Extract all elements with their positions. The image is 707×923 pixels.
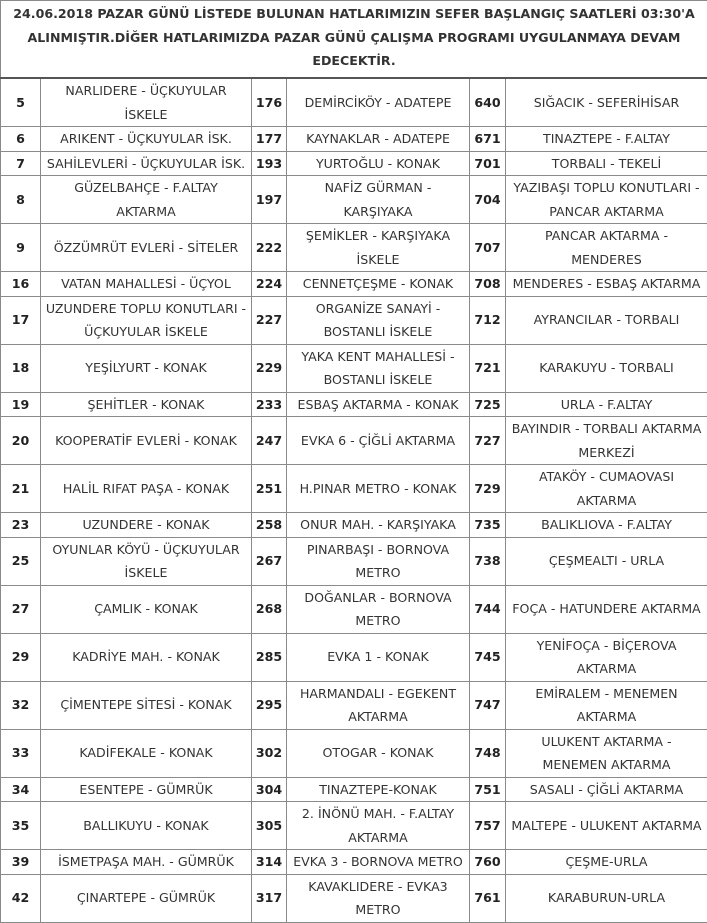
route-name: KARABURUN-URLA xyxy=(506,874,707,922)
route-name: ULUKENT AKTARMA - MENEMEN AKTARMA xyxy=(506,729,707,777)
route-name: KAYNAKLAR - ADATEPE xyxy=(287,127,470,152)
line-number: 35 xyxy=(1,802,41,850)
route-name: EVKA 6 - ÇİĞLİ AKTARMA xyxy=(287,417,470,465)
route-name: EVKA 3 - BORNOVA METRO xyxy=(287,850,470,875)
line-number: 751 xyxy=(470,777,506,802)
table-row xyxy=(1,176,707,224)
table-row xyxy=(1,344,707,392)
line-number: 193 xyxy=(252,151,287,176)
route-name: EMİRALEM - MENEMEN AKTARMA xyxy=(506,681,707,729)
line-number: 701 xyxy=(470,151,506,176)
line-number: 7 xyxy=(1,151,41,176)
line-number: 33 xyxy=(1,729,41,777)
line-number: 16 xyxy=(1,272,41,297)
line-number: 258 xyxy=(252,513,287,538)
line-number: 20 xyxy=(1,417,41,465)
route-name: URLA - F.ALTAY xyxy=(506,392,707,417)
table-row xyxy=(1,127,707,152)
route-name: DOĞANLAR - BORNOVA METRO xyxy=(287,585,470,633)
line-number: 25 xyxy=(1,537,41,585)
line-number: 304 xyxy=(252,777,287,802)
line-number: 302 xyxy=(252,729,287,777)
route-name: ÇEŞMEALTI - URLA xyxy=(506,537,707,585)
route-name: BAYINDIR - TORBALI AKTARMA MERKEZİ xyxy=(506,417,707,465)
line-number: 747 xyxy=(470,681,506,729)
table-row xyxy=(1,392,707,417)
table-row xyxy=(1,151,707,176)
table-row xyxy=(1,585,707,633)
line-number: 222 xyxy=(252,224,287,272)
line-number: 34 xyxy=(1,777,41,802)
table-row xyxy=(1,272,707,297)
table-row xyxy=(1,681,707,729)
line-number: 314 xyxy=(252,850,287,875)
line-number: 748 xyxy=(470,729,506,777)
line-number: 27 xyxy=(1,585,41,633)
route-name: H.PINAR METRO - KONAK xyxy=(287,465,470,513)
route-name: PINARBAŞI - BORNOVA METRO xyxy=(287,537,470,585)
route-name: FOÇA - HATUNDERE AKTARMA xyxy=(506,585,707,633)
route-name: GÜZELBAHÇE - F.ALTAY AKTARMA xyxy=(41,176,252,224)
line-number: 5 xyxy=(1,78,41,127)
route-name: YAKA KENT MAHALLESİ - BOSTANLI İSKELE xyxy=(287,344,470,392)
route-name: UZUNDERE - KONAK xyxy=(41,513,252,538)
line-number: 738 xyxy=(470,537,506,585)
route-name: ŞEHİTLER - KONAK xyxy=(41,392,252,417)
line-number: 197 xyxy=(252,176,287,224)
line-number: 29 xyxy=(1,633,41,681)
table-row xyxy=(1,802,707,850)
route-name: SIĞACIK - SEFERİHİSAR xyxy=(506,78,707,127)
line-number: 729 xyxy=(470,465,506,513)
route-name: KARAKUYU - TORBALI xyxy=(506,344,707,392)
line-number: 757 xyxy=(470,802,506,850)
line-number: 251 xyxy=(252,465,287,513)
route-name: UZUNDERE TOPLU KONUTLARI - ÜÇKUYULAR İSKELE xyxy=(41,296,252,344)
line-number: 268 xyxy=(252,585,287,633)
line-number: 177 xyxy=(252,127,287,152)
table-row xyxy=(1,465,707,513)
line-number: 32 xyxy=(1,681,41,729)
route-name: NARLIDERE - ÜÇKUYULAR İSKELE xyxy=(41,78,252,127)
table-row xyxy=(1,417,707,465)
line-number: 42 xyxy=(1,874,41,922)
line-number: 721 xyxy=(470,344,506,392)
line-number: 227 xyxy=(252,296,287,344)
route-name: ÖZZÜMRÜT EVLERİ - SİTELER xyxy=(41,224,252,272)
route-name: EVKA 1 - KONAK xyxy=(287,633,470,681)
route-name: TORBALI - TEKELİ xyxy=(506,151,707,176)
route-name: SAHİLEVLERİ - ÜÇKUYULAR İSK. xyxy=(41,151,252,176)
line-number: 19 xyxy=(1,392,41,417)
line-number: 8 xyxy=(1,176,41,224)
route-name: PANCAR AKTARMA - MENDERES xyxy=(506,224,707,272)
route-name: MENDERES - ESBAŞ AKTARMA xyxy=(506,272,707,297)
table-row xyxy=(1,224,707,272)
table-row xyxy=(1,633,707,681)
table-row xyxy=(1,78,707,127)
route-name: 2. İNÖNÜ MAH. - F.ALTAY AKTARMA xyxy=(287,802,470,850)
route-name: MALTEPE - ULUKENT AKTARMA xyxy=(506,802,707,850)
route-name: CENNETÇEŞME - KONAK xyxy=(287,272,470,297)
line-number: 708 xyxy=(470,272,506,297)
line-number: 233 xyxy=(252,392,287,417)
route-name: NAFİZ GÜRMAN - KARŞIYAKA xyxy=(287,176,470,224)
line-number: 247 xyxy=(252,417,287,465)
line-number: 267 xyxy=(252,537,287,585)
route-name: İSMETPAŞA MAH. - GÜMRÜK xyxy=(41,850,252,875)
route-name: HALİL RIFAT PAŞA - KONAK xyxy=(41,465,252,513)
route-name: YENİFOÇA - BİÇEROVA AKTARMA xyxy=(506,633,707,681)
table-row xyxy=(1,850,707,875)
route-name: ÇEŞME-URLA xyxy=(506,850,707,875)
line-number: 305 xyxy=(252,802,287,850)
line-number: 224 xyxy=(252,272,287,297)
route-name: SASALI - ÇİĞLİ AKTARMA xyxy=(506,777,707,802)
route-name: KADRİYE MAH. - KONAK xyxy=(41,633,252,681)
table-row xyxy=(1,537,707,585)
line-number: 640 xyxy=(470,78,506,127)
route-name: ŞEMİKLER - KARŞIYAKA İSKELE xyxy=(287,224,470,272)
line-number: 23 xyxy=(1,513,41,538)
line-number: 725 xyxy=(470,392,506,417)
route-name: TINAZTEPE-KONAK xyxy=(287,777,470,802)
table-row xyxy=(1,874,707,922)
line-number: 176 xyxy=(252,78,287,127)
route-name: KADİFEKALE - KONAK xyxy=(41,729,252,777)
route-name: BALLIKUYU - KONAK xyxy=(41,802,252,850)
line-number: 760 xyxy=(470,850,506,875)
route-name: KAVAKLIDERE - EVKA3 METRO xyxy=(287,874,470,922)
table-row xyxy=(1,777,707,802)
table-row xyxy=(1,296,707,344)
line-number: 707 xyxy=(470,224,506,272)
route-name: YURTOĞLU - KONAK xyxy=(287,151,470,176)
route-name: ESBAŞ AKTARMA - KONAK xyxy=(287,392,470,417)
line-number: 317 xyxy=(252,874,287,922)
route-name: ONUR MAH. - KARŞIYAKA xyxy=(287,513,470,538)
line-number: 285 xyxy=(252,633,287,681)
line-number: 704 xyxy=(470,176,506,224)
route-name: DEMİRCİKÖY - ADATEPE xyxy=(287,78,470,127)
route-name: KOOPERATİF EVLERİ - KONAK xyxy=(41,417,252,465)
line-number: 21 xyxy=(1,465,41,513)
line-number: 745 xyxy=(470,633,506,681)
line-number: 39 xyxy=(1,850,41,875)
route-name: HARMANDALI - EGEKENT AKTARMA xyxy=(287,681,470,729)
line-number: 744 xyxy=(470,585,506,633)
route-name: OYUNLAR KÖYÜ - ÜÇKUYULAR İSKELE xyxy=(41,537,252,585)
line-number: 9 xyxy=(1,224,41,272)
route-name: ÇINARTEPE - GÜMRÜK xyxy=(41,874,252,922)
route-name: YEŞİLYURT - KONAK xyxy=(41,344,252,392)
route-name: VATAN MAHALLESİ - ÜÇYOL xyxy=(41,272,252,297)
route-name: ORGANİZE SANAYİ - BOSTANLI İSKELE xyxy=(287,296,470,344)
notice-header: 24.06.2018 PAZAR GÜNÜ LİSTEDE BULUNAN HATLARIMIZIN SEFER BAŞLANGIÇ SAATLERİ 03:30'A ALINMIŞTIR.DİĞER HATLARIMIZDA PAZAR GÜNÜ ÇALIŞMA PROGRAMI UYGULANMAYA DEVAM EDECEKTİR. xyxy=(1,1,707,79)
line-number: 229 xyxy=(252,344,287,392)
line-number: 712 xyxy=(470,296,506,344)
route-name: BALIKLIOVA - F.ALTAY xyxy=(506,513,707,538)
line-number: 295 xyxy=(252,681,287,729)
line-number: 727 xyxy=(470,417,506,465)
line-number: 6 xyxy=(1,127,41,152)
route-name: ATAKÖY - CUMAOVASI AKTARMA xyxy=(506,465,707,513)
table-row xyxy=(1,513,707,538)
route-name: ARIKENT - ÜÇKUYULAR İSK. xyxy=(41,127,252,152)
route-name: ESENTEPE - GÜMRÜK xyxy=(41,777,252,802)
line-number: 761 xyxy=(470,874,506,922)
table-row xyxy=(1,729,707,777)
line-number: 735 xyxy=(470,513,506,538)
line-number: 17 xyxy=(1,296,41,344)
route-name: TINAZTEPE - F.ALTAY xyxy=(506,127,707,152)
line-number: 18 xyxy=(1,344,41,392)
route-name: OTOGAR - KONAK xyxy=(287,729,470,777)
line-number: 671 xyxy=(470,127,506,152)
route-name: ÇAMLIK - KONAK xyxy=(41,585,252,633)
route-name: YAZIBAŞI TOPLU KONUTLARI - PANCAR AKTARMA xyxy=(506,176,707,224)
route-name: AYRANCILAR - TORBALI xyxy=(506,296,707,344)
route-name: ÇİMENTEPE SİTESİ - KONAK xyxy=(41,681,252,729)
